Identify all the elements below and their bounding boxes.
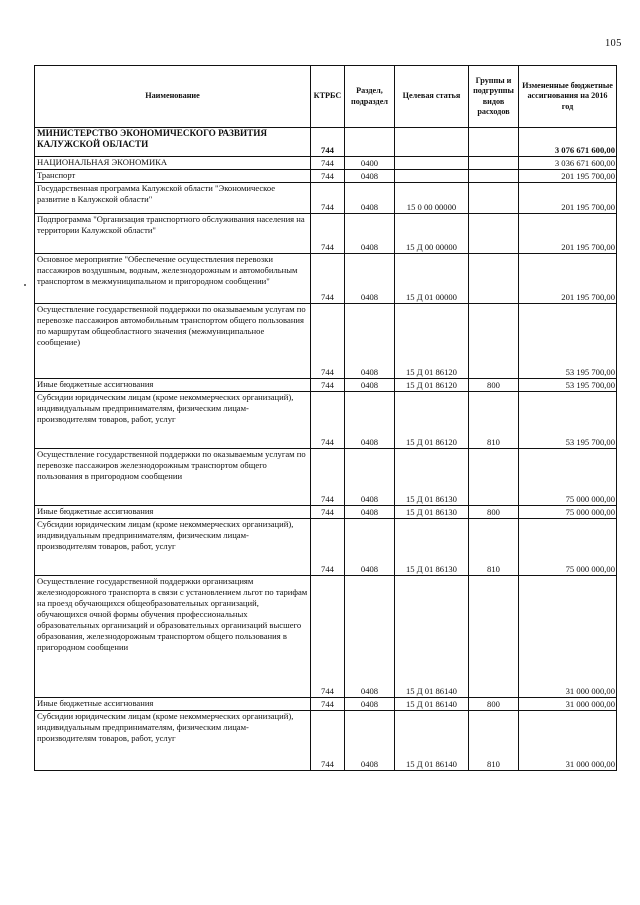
row-target-cell: 15 Д 01 00000 [395, 254, 469, 304]
row-vr-cell [469, 183, 519, 214]
table-row [35, 170, 617, 183]
row-ktrbs-cell: 744 [311, 449, 345, 506]
row-ktrbs-cell: 744 [311, 392, 345, 449]
row-section-cell: 0408 [345, 519, 395, 576]
table-row [35, 214, 617, 254]
row-target-cell: 15 Д 01 86130 [395, 449, 469, 506]
row-ktrbs-cell: 744 [311, 304, 345, 379]
table-body [35, 128, 617, 771]
row-ktrbs-cell: 744 [311, 214, 345, 254]
row-section-cell [345, 128, 395, 157]
row-name-cell: Осуществление государственной поддержки организациям железнодорожного транспорта в связи с установлением льгот по тарифам на проезд обучающихся общеобразовательных организаций, обучающихся очной формы обучения профессиональных образовательных организаций и образовательных организаций высшего образования, железнодорожным транспортом общего пользования в пригородном сообщении [35, 576, 311, 698]
row-section-cell: 0408 [345, 254, 395, 304]
row-amount-cell: 201 195 700,00 [519, 170, 617, 183]
header-section: Раздел, подраздел [345, 66, 395, 128]
row-target-cell: 15 Д 01 86120 [395, 379, 469, 392]
budget-allocation-table [34, 65, 617, 771]
row-name-cell: Иные бюджетные ассигнования [35, 698, 311, 711]
row-vr-cell [469, 157, 519, 170]
table-row [35, 698, 617, 711]
row-amount-cell: 201 195 700,00 [519, 214, 617, 254]
row-amount-cell: 75 000 000,00 [519, 519, 617, 576]
row-ktrbs-cell: 744 [311, 698, 345, 711]
row-name-cell: Субсидии юридическим лицам (кроме некоммерческих организаций), индивидуальным предпринимателям, физическим лицам-производителям товаров, работ, услуг [35, 711, 311, 771]
row-vr-cell: 810 [469, 711, 519, 771]
row-amount-cell: 53 195 700,00 [519, 379, 617, 392]
row-target-cell: 15 Д 01 86130 [395, 519, 469, 576]
row-amount-cell: 75 000 000,00 [519, 506, 617, 519]
row-vr-cell [469, 576, 519, 698]
row-section-cell: 0400 [345, 157, 395, 170]
row-target-cell: 15 Д 01 86140 [395, 698, 469, 711]
row-vr-cell: 800 [469, 698, 519, 711]
table-row [35, 576, 617, 698]
row-amount-cell: 3 036 671 600,00 [519, 157, 617, 170]
table-row [35, 304, 617, 379]
row-section-cell: 0408 [345, 698, 395, 711]
table-row [35, 254, 617, 304]
table-row [35, 183, 617, 214]
row-amount-cell: 31 000 000,00 [519, 576, 617, 698]
table-row [35, 379, 617, 392]
row-name-cell: Иные бюджетные ассигнования [35, 379, 311, 392]
row-vr-cell [469, 254, 519, 304]
row-ktrbs-cell: 744 [311, 519, 345, 576]
row-target-cell [395, 128, 469, 157]
row-target-cell: 15 0 00 00000 [395, 183, 469, 214]
row-ktrbs-cell: 744 [311, 576, 345, 698]
row-section-cell: 0408 [345, 392, 395, 449]
row-ktrbs-cell: 744 [311, 379, 345, 392]
row-section-cell: 0408 [345, 711, 395, 771]
row-amount-cell: 201 195 700,00 [519, 183, 617, 214]
row-name-cell: Субсидии юридическим лицам (кроме некоммерческих организаций), индивидуальным предпринимателям, физическим лицам-производителям товаров, работ, услуг [35, 392, 311, 449]
row-section-cell: 0408 [345, 576, 395, 698]
table-row [35, 711, 617, 771]
row-ktrbs-cell: 744 [311, 711, 345, 771]
row-target-cell [395, 170, 469, 183]
row-section-cell: 0408 [345, 449, 395, 506]
row-vr-cell: 800 [469, 506, 519, 519]
row-name-cell: Транспорт [35, 170, 311, 183]
row-vr-cell [469, 449, 519, 506]
table-row [35, 506, 617, 519]
page-number: 105 [605, 38, 622, 49]
table-row [35, 157, 617, 170]
header-name: Наименование [35, 66, 311, 128]
row-ktrbs-cell: 744 [311, 157, 345, 170]
scan-speck [24, 284, 26, 286]
row-name-cell: Основное мероприятие "Обеспечение осуществления перевозки пассажиров воздушным, водным, железнодорожным и автомобильным транспортом в межмуниципальном и пригородном сообщении" [35, 254, 311, 304]
row-ktrbs-cell: 744 [311, 254, 345, 304]
row-amount-cell: 31 000 000,00 [519, 698, 617, 711]
row-target-cell: 15 Д 01 86120 [395, 304, 469, 379]
table-row [35, 392, 617, 449]
row-ktrbs-cell: 744 [311, 128, 345, 157]
row-target-cell: 15 Д 01 86120 [395, 392, 469, 449]
row-vr-cell [469, 170, 519, 183]
row-section-cell: 0408 [345, 214, 395, 254]
table-row [35, 128, 617, 157]
row-amount-cell: 201 195 700,00 [519, 254, 617, 304]
row-name-cell: Подпрограмма "Организация транспортного обслуживания населения на территории Калужской области" [35, 214, 311, 254]
row-vr-cell [469, 128, 519, 157]
row-vr-cell: 800 [469, 379, 519, 392]
row-amount-cell: 31 000 000,00 [519, 711, 617, 771]
table-row [35, 449, 617, 506]
row-name-cell: НАЦИОНАЛЬНАЯ ЭКОНОМИКА [35, 157, 311, 170]
header-ktrbs: КТРБС [311, 66, 345, 128]
row-ktrbs-cell: 744 [311, 170, 345, 183]
row-section-cell: 0408 [345, 379, 395, 392]
row-amount-cell: 75 000 000,00 [519, 449, 617, 506]
row-section-cell: 0408 [345, 506, 395, 519]
row-amount-cell: 53 195 700,00 [519, 392, 617, 449]
row-vr-cell [469, 214, 519, 254]
row-name-cell: Осуществление государственной поддержки по оказываемым услугам по перевозке пассажиров железнодорожным транспортом общего пользования в пригородном сообщении [35, 449, 311, 506]
row-name-cell: Иные бюджетные ассигнования [35, 506, 311, 519]
row-target-cell: 15 Д 01 86130 [395, 506, 469, 519]
row-name-cell: Осуществление государственной поддержки по оказываемым услугам по перевозке пассажиров автомобильным транспортом общего пользования по маршрутам общеобластного значения (межмуниципальное сообщение) [35, 304, 311, 379]
row-section-cell: 0408 [345, 304, 395, 379]
row-amount-cell: 3 076 671 600,00 [519, 128, 617, 157]
row-amount-cell: 53 195 700,00 [519, 304, 617, 379]
row-target-cell [395, 157, 469, 170]
row-target-cell: 15 Д 01 86140 [395, 576, 469, 698]
header-amount: Измененные бюджетные ассигнования на 2016 год [519, 66, 617, 128]
row-target-cell: 15 Д 00 00000 [395, 214, 469, 254]
row-vr-cell [469, 304, 519, 379]
row-section-cell: 0408 [345, 170, 395, 183]
row-ktrbs-cell: 744 [311, 506, 345, 519]
table-row [35, 519, 617, 576]
row-target-cell: 15 Д 01 86140 [395, 711, 469, 771]
row-section-cell: 0408 [345, 183, 395, 214]
table-header-row [35, 66, 617, 128]
row-vr-cell: 810 [469, 519, 519, 576]
header-vr: Группы и подгруппы видов расходов [469, 66, 519, 128]
row-ktrbs-cell: 744 [311, 183, 345, 214]
header-target: Целевая статья [395, 66, 469, 128]
row-name-cell: Государственная программа Калужской области "Экономическое развитие в Калужской области" [35, 183, 311, 214]
row-vr-cell: 810 [469, 392, 519, 449]
row-name-cell: МИНИСТЕРСТВО ЭКОНОМИЧЕСКОГО РАЗВИТИЯ КАЛУЖСКОЙ ОБЛАСТИ [35, 128, 311, 157]
row-name-cell: Субсидии юридическим лицам (кроме некоммерческих организаций), индивидуальным предпринимателям, физическим лицам-производителям товаров, работ, услуг [35, 519, 311, 576]
